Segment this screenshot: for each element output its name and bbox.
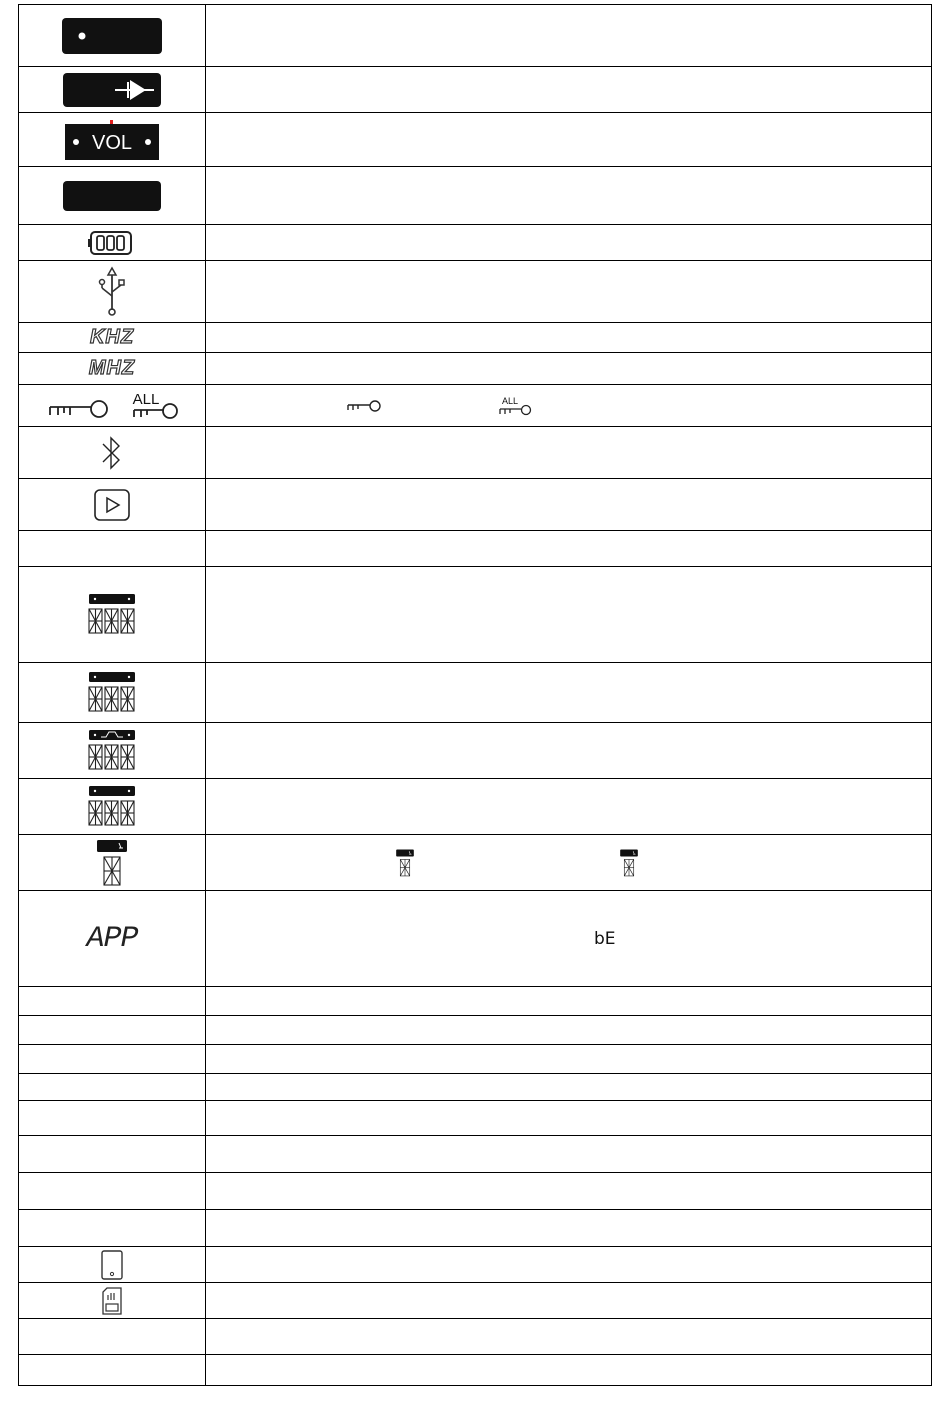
- icon-cell: [19, 779, 206, 835]
- seven-segment-display-icon: APP: [86, 921, 138, 956]
- icon-cell: [19, 1210, 206, 1247]
- table-row: [19, 353, 932, 385]
- description-cell: [206, 1074, 932, 1101]
- description-cell: [206, 1355, 932, 1386]
- icon-cell: [19, 323, 206, 353]
- description-cell: [206, 167, 932, 225]
- table-row: [19, 1319, 932, 1355]
- table-row: [19, 323, 932, 353]
- description-cell: [206, 1016, 932, 1045]
- table-row: [19, 835, 932, 891]
- channel-display-icon: [86, 593, 138, 637]
- icon-cell: [19, 385, 206, 427]
- icon-cell: [19, 67, 206, 113]
- table-row: [19, 1355, 932, 1386]
- icon-cell: [19, 567, 206, 663]
- table-row: [19, 1136, 932, 1173]
- icon-cell: [19, 891, 206, 987]
- table-row: [19, 1074, 932, 1101]
- icon-cell: [19, 1074, 206, 1101]
- table-row: [19, 5, 932, 67]
- icon-cell: [19, 5, 206, 67]
- table-row: [19, 385, 932, 427]
- table-row: [19, 261, 932, 323]
- table-row: [19, 1247, 932, 1283]
- icon-cell: [19, 427, 206, 479]
- description-cell: [206, 1045, 932, 1074]
- table-row: [19, 1173, 932, 1210]
- icon-cell: [19, 261, 206, 323]
- single-digit-inline-icon: [395, 848, 415, 878]
- key-lock-all-inline-icon: [499, 395, 535, 417]
- dot-button-icon: [61, 17, 163, 55]
- icon-cell: [19, 1247, 206, 1283]
- blank-button-icon: [62, 180, 162, 212]
- svg-text:ALL: ALL: [132, 390, 160, 408]
- description-cell: [206, 987, 932, 1016]
- description-cell: [206, 1136, 932, 1173]
- icon-cell: [19, 1319, 206, 1355]
- description-cell: [206, 531, 932, 567]
- channel-display-icon: [86, 785, 138, 829]
- display-text-be: bE: [594, 928, 616, 949]
- description-cell: [206, 261, 932, 323]
- single-digit-inline-icon: [619, 848, 639, 878]
- description-cell: [206, 891, 932, 987]
- table-row: [19, 891, 932, 987]
- table-row: [19, 1210, 932, 1247]
- icon-cell: [19, 663, 206, 723]
- description-cell: [206, 1173, 932, 1210]
- khz-icon: KHZ: [89, 326, 135, 348]
- icon-cell: [19, 167, 206, 225]
- icon-cell: [19, 531, 206, 567]
- icon-cell: [19, 1045, 206, 1074]
- description-cell: [206, 67, 932, 113]
- table-row: [19, 1045, 932, 1074]
- table-row: [19, 225, 932, 261]
- mhz-icon: MHZ: [88, 357, 136, 379]
- table-row: [19, 663, 932, 723]
- key-lock-inline-icon: [347, 398, 383, 414]
- table-row: [19, 479, 932, 531]
- table-row: [19, 427, 932, 479]
- icon-cell: [19, 1283, 206, 1319]
- description-cell: [206, 113, 932, 167]
- description-cell: [206, 1101, 932, 1136]
- icon-cell: [19, 1355, 206, 1386]
- icon-cell: [19, 987, 206, 1016]
- icon-cell: [19, 1101, 206, 1136]
- arrow-button-icon: [62, 72, 162, 108]
- table-row: [19, 167, 932, 225]
- icon-cell: [19, 225, 206, 261]
- icon-cell: [19, 479, 206, 531]
- description-cell: [206, 385, 932, 427]
- icon-cell: [19, 835, 206, 891]
- channel-display-icon: [86, 671, 138, 715]
- usb-icon: [94, 266, 130, 318]
- icon-cell: [19, 723, 206, 779]
- icon-cell: [19, 353, 206, 385]
- play-icon: [93, 488, 131, 522]
- description-cell: [206, 353, 932, 385]
- single-digit-display-icon: [95, 839, 129, 887]
- symbol-table: [18, 4, 932, 1386]
- description-cell: [206, 323, 932, 353]
- table-row: [19, 779, 932, 835]
- battery-icon: [87, 230, 137, 256]
- table-row: [19, 567, 932, 663]
- vol-knob-icon: [64, 118, 160, 162]
- table-row: [19, 987, 932, 1016]
- table-row: [19, 1016, 932, 1045]
- channel-display-step-icon: [86, 729, 138, 773]
- sd-card-icon: [102, 1287, 122, 1315]
- description-cell: [206, 225, 932, 261]
- description-cell: [206, 779, 932, 835]
- svg-text:VOL: VOL: [91, 131, 133, 154]
- description-cell: [206, 835, 932, 891]
- table-row: [19, 723, 932, 779]
- table-row: [19, 1101, 932, 1136]
- bluetooth-icon: [99, 434, 125, 472]
- svg-text:ALL: ALL: [501, 395, 519, 406]
- table-row: [19, 1283, 932, 1319]
- description-cell: [206, 1319, 932, 1355]
- table-row: [19, 113, 932, 167]
- description-cell: [206, 479, 932, 531]
- table-row: [19, 531, 932, 567]
- description-cell: [206, 567, 932, 663]
- description-cell: [206, 5, 932, 67]
- icon-cell: [19, 1173, 206, 1210]
- app-icon: [101, 1250, 123, 1280]
- icon-cell: [19, 1136, 206, 1173]
- description-cell: [206, 1283, 932, 1319]
- description-cell: [206, 663, 932, 723]
- description-cell: [206, 1247, 932, 1283]
- key-lock-icon: [46, 389, 178, 423]
- icon-cell: [19, 113, 206, 167]
- description-cell: [206, 427, 932, 479]
- icon-cell: [19, 1016, 206, 1045]
- description-cell: [206, 723, 932, 779]
- description-cell: [206, 1210, 932, 1247]
- table-row: [19, 67, 932, 113]
